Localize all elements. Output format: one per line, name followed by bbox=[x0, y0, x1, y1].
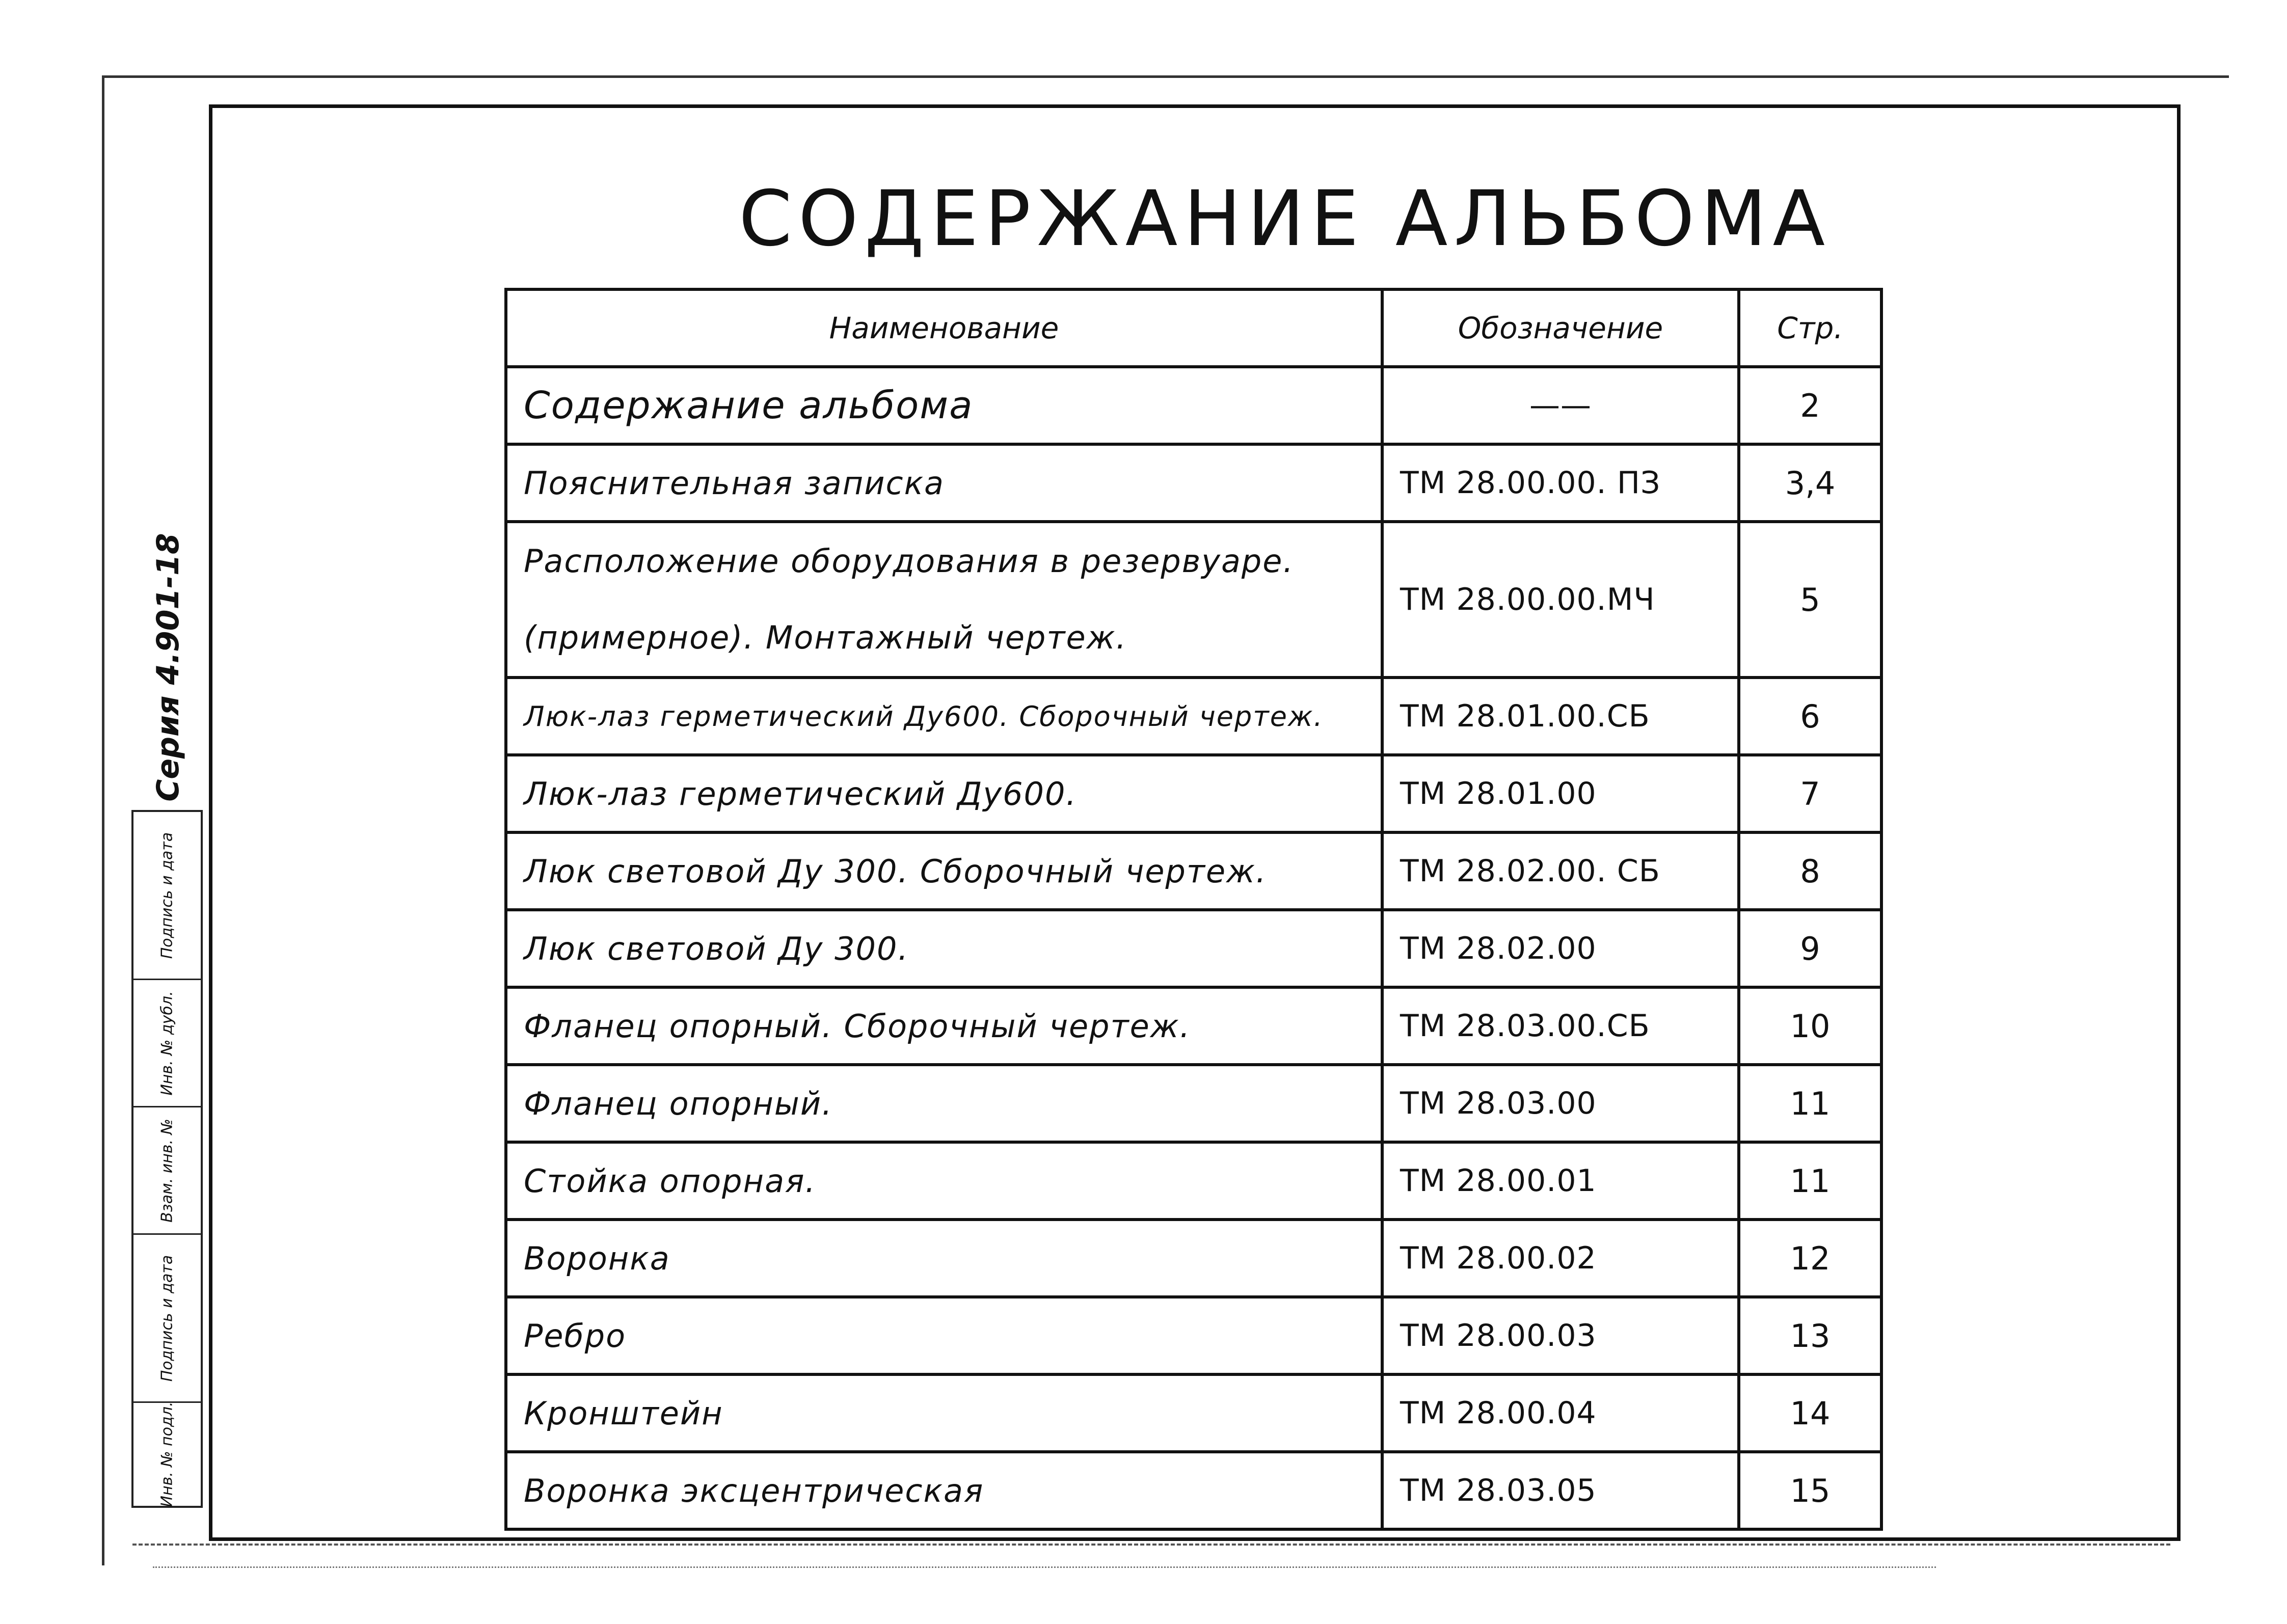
table-row bbox=[506, 444, 1881, 522]
row-code: ТМ 28.00.04 bbox=[1382, 1374, 1739, 1452]
row-code: —— bbox=[1382, 367, 1739, 444]
table-row bbox=[506, 1374, 1881, 1452]
row-code: ТМ 28.01.00 bbox=[1382, 755, 1739, 832]
row-code: ТМ 28.00.01 bbox=[1382, 1142, 1739, 1220]
row-page: 11 bbox=[1739, 1065, 1881, 1142]
stamp-label: Взам. инв. № bbox=[158, 1118, 176, 1223]
stamp-label: Инв. № подл. bbox=[158, 1401, 176, 1507]
table-row bbox=[506, 1452, 1881, 1529]
row-code: ТМ 28.00.03 bbox=[1382, 1297, 1739, 1374]
row-name: Кронштейн bbox=[506, 1374, 1382, 1452]
header-name: Наименование bbox=[506, 289, 1382, 367]
row-code: ТМ 28.00.00.МЧ bbox=[1382, 522, 1739, 678]
row-name-line: Расположение оборудования в резервуаре. bbox=[524, 543, 1295, 580]
row-code: ТМ 28.02.00. СБ bbox=[1382, 832, 1739, 910]
row-page: 3,4 bbox=[1739, 444, 1881, 522]
row-page: 14 bbox=[1739, 1374, 1881, 1452]
row-name: Пояснительная записка bbox=[506, 444, 1382, 522]
stamp-cell-orig-inv bbox=[133, 1403, 201, 1506]
row-code: ТМ 28.03.00.СБ bbox=[1382, 987, 1739, 1065]
row-page: 10 bbox=[1739, 987, 1881, 1065]
table-row bbox=[506, 522, 1881, 678]
stamp-label: Инв. № дубл. bbox=[158, 990, 176, 1096]
row-name: Содержание альбома bbox=[506, 367, 1382, 444]
row-page: 15 bbox=[1739, 1452, 1881, 1529]
row-page: 12 bbox=[1739, 1220, 1881, 1297]
row-name: Люк световой Ду 300. Сборочный чертеж. bbox=[506, 832, 1382, 910]
row-page: 2 bbox=[1739, 367, 1881, 444]
series-label-text: Серия 4.901-18 bbox=[150, 533, 186, 802]
row-name bbox=[506, 522, 1382, 678]
row-code: ТМ 28.00.02 bbox=[1382, 1220, 1739, 1297]
row-page: 11 bbox=[1739, 1142, 1881, 1220]
row-code: ТМ 28.03.05 bbox=[1382, 1452, 1739, 1529]
table-row bbox=[506, 1142, 1881, 1220]
row-name: Фланец опорный. bbox=[506, 1065, 1382, 1142]
scan-edge-line bbox=[132, 1544, 2170, 1549]
header-code: Обозначение bbox=[1382, 289, 1739, 367]
row-page: 6 bbox=[1739, 678, 1881, 755]
header-page: Стр. bbox=[1739, 289, 1881, 367]
stamp-cell-dup-inv bbox=[133, 980, 201, 1107]
row-code: ТМ 28.00.00. ПЗ bbox=[1382, 444, 1739, 522]
table-header-row bbox=[506, 289, 1881, 367]
row-name: Стойка опорная. bbox=[506, 1142, 1382, 1220]
row-code: ТМ 28.03.00 bbox=[1382, 1065, 1739, 1142]
row-name: Ребро bbox=[506, 1297, 1382, 1374]
contents-table bbox=[504, 288, 1883, 1531]
row-name: Фланец опорный. Сборочный чертеж. bbox=[506, 987, 1382, 1065]
row-page: 9 bbox=[1739, 910, 1881, 987]
table-row bbox=[506, 678, 1881, 755]
table-row bbox=[506, 910, 1881, 987]
row-page: 13 bbox=[1739, 1297, 1881, 1374]
row-name: Люк световой Ду 300. bbox=[506, 910, 1382, 987]
row-page: 5 bbox=[1739, 522, 1881, 678]
stamp-label: Подпись и дата bbox=[158, 1255, 176, 1382]
row-name: Воронка bbox=[506, 1220, 1382, 1297]
stamp-cell-signature-date-2 bbox=[133, 1235, 201, 1403]
row-page: 7 bbox=[1739, 755, 1881, 832]
table-row bbox=[506, 1065, 1881, 1142]
table-row bbox=[506, 755, 1881, 832]
row-code: ТМ 28.02.00 bbox=[1382, 910, 1739, 987]
table-row bbox=[506, 367, 1881, 444]
table-row bbox=[506, 832, 1881, 910]
series-label bbox=[130, 535, 206, 800]
row-page: 8 bbox=[1739, 832, 1881, 910]
table-row bbox=[506, 987, 1881, 1065]
row-name-line: (примерное). Монтажный чертеж. bbox=[524, 619, 1127, 656]
page-title: СОДЕРЖАНИЕ АЛЬБОМА bbox=[739, 175, 1832, 263]
stamp-cell-replace-inv bbox=[133, 1107, 201, 1235]
table-row bbox=[506, 1220, 1881, 1297]
row-name: Воронка эксцентрическая bbox=[506, 1452, 1382, 1529]
stamp-label: Подпись и дата bbox=[158, 832, 176, 959]
stamp-cell-signature-date bbox=[133, 812, 201, 980]
row-code: ТМ 28.01.00.СБ bbox=[1382, 678, 1739, 755]
side-stamp bbox=[131, 810, 203, 1508]
scan-edge-line bbox=[153, 1566, 1936, 1570]
row-name: Люк-лаз герметический Ду600. bbox=[506, 755, 1382, 832]
table-row bbox=[506, 1297, 1881, 1374]
row-name: Люк-лаз герметический Ду600. Сборочный чертеж. bbox=[506, 678, 1382, 755]
